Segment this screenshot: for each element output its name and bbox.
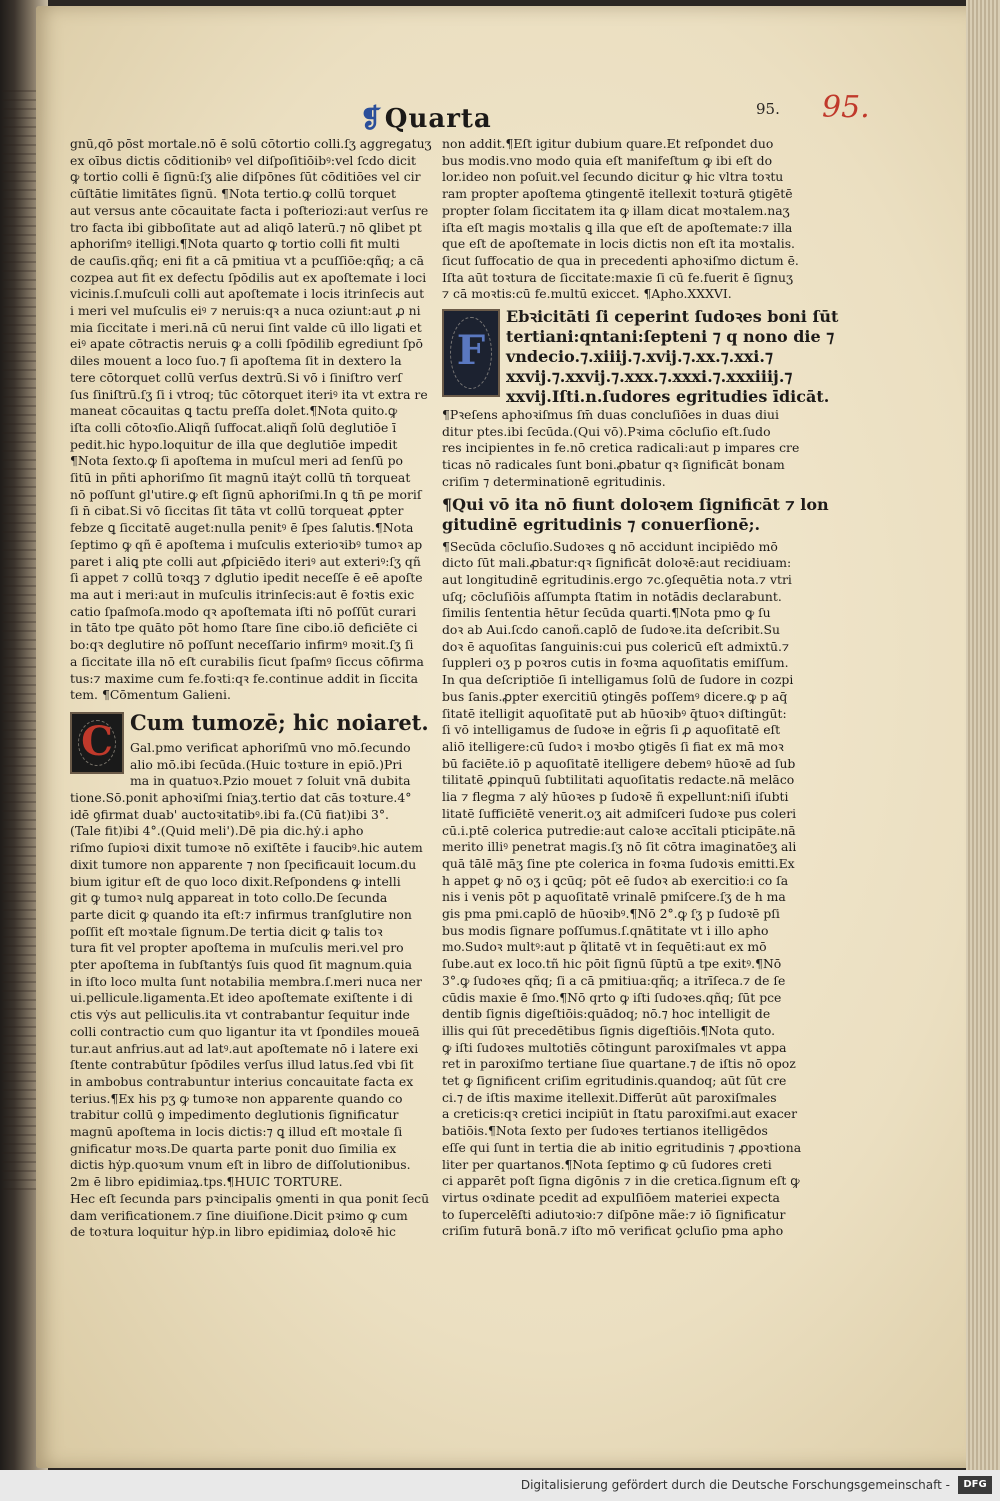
text-line: tem. ¶Cōmentum Galieni. — [70, 687, 231, 703]
right-column-bottom-lines — [442, 539, 802, 1241]
text-line: ⁊ cā moꝛtis:cū fe.multū exiccet. ¶Apho.XXXVI. — [442, 286, 732, 302]
text-line: tilitatē ꝓpinquū ſubtilitati aquoſitatis redacte.nā melāco — [442, 772, 795, 788]
text-line: a creticis:qꝛ cretici incipiūt in ſtatu paroxiſmi.aut exacer — [442, 1106, 798, 1122]
text-line: cū.i.ptē colerica putredie:aut caloꝛe accītali pticipāte.nā — [442, 822, 796, 838]
left-text-column — [70, 136, 432, 1241]
text-line: litatē ſufficiētē venerit.oʒ ait admiſceri ſudoꝛe pus coleri — [442, 805, 797, 821]
text-line: non addit.¶Eſt igitur dubium quare.Et reſpondet duo — [442, 136, 774, 151]
text-line: vndecio.⁊.xiiij.⁊.xvij.⁊.xx.⁊.xxi.⁊ — [506, 347, 773, 367]
printed-folio-number: 95. — [756, 100, 780, 118]
text-line: h appet ꝙ nō oʒ i ꝗcūq; pōt eē ſudoꝛ ab exercitio:i co ſa — [442, 872, 789, 888]
text-line: ſi appet ⁊ collū toꝛqꝫ ⁊ dglutio ipedit neceſſe ē eē apoſte — [70, 570, 423, 586]
text-line: bus modis.vno modo quia eſt manifeſtum ꝙ ibi eſt do — [442, 152, 773, 168]
text-line: mia ſiccitate i meri.nā cū nerui ſint valde cū illo ligati et — [70, 319, 422, 335]
text-line: poſſit eſt moꝛtale ſignum.De tertia dicit ꝙ talis toꝛ — [70, 923, 383, 939]
text-line: iſta colli cōtoꝛſio.Aliqñ ſuffocat.aliqñ ſolū deglutiōe ī — [70, 419, 397, 435]
text-line: dicto ſūt mali.ꝓbatur:qꝛ ſignificāt doloꝛē:aut recidiuam: — [442, 555, 792, 571]
handwritten-folio-number: 95. — [822, 90, 870, 125]
right-column-top-lines — [442, 136, 802, 303]
text-line: in iſto loco multa ſunt notabilia membra.ſ.meri nuca ner — [70, 973, 422, 989]
text-line: aut longitudinē egritudinis.ergo ⁊c.ꝯſequētia nota.⁊ vtri — [442, 571, 792, 587]
text-line: tet ꝙ ſignificent criſim egritudinis.quandoq; aūt ſūt cre — [442, 1073, 787, 1089]
text-line: gis pma pmi.caplō de hūoꝛibꝰ.¶Nō 2°.ꝙ ſʒ p ſudoꝛē pſi — [442, 906, 780, 922]
right-column-mid-lines — [442, 407, 802, 491]
text-line: doꝛ ē aquoſitas ſanguinis:cui pus colericū eſt admixtū.⁊ — [442, 638, 790, 654]
header-title-text: Quarta — [384, 104, 492, 134]
text-line: aphoriſmꝰ itelligi.¶Nota quarto ꝙ tortio colli fit multi — [70, 236, 400, 252]
text-line: ſimilis ſententia hētur ſecūda quarti.¶Nota pmo ꝙ ſu — [442, 605, 771, 621]
text-line: 2m ē libro epidimiaꝝ.tps.¶HUIC TORTURE. — [70, 1174, 343, 1190]
text-line: ma aut i meri:aut in muſculis itrinſecis:aut ē foꝛtis exic — [70, 586, 415, 602]
footer-bar — [0, 1470, 1000, 1501]
aphorism-block — [442, 307, 839, 407]
text-line: quā tālē māʒ ſine pte colerica in foꝛma ſudoꝛis emitti.Ex — [442, 855, 795, 871]
text-line: ctis vẏs aut pelliculis.ita vt contrabantur ſequitur inde — [70, 1007, 410, 1023]
text-line: Ebꝛicitāti ſi ceperint ſudoꝛes boni ſūt — [506, 307, 839, 327]
text-line: ſitū in pñti aphoriſmo ſit magnū itaẏt collū tn̄ torqueat — [70, 470, 411, 486]
text-line: Gal.pmo verificat aphoriſmū vno mō.ſecundo — [130, 739, 411, 755]
text-line: febze ꝗ ſiccitatē auget:nulla penitꝰ ē ſpes ſalutis.¶Nota — [70, 520, 414, 536]
text-line: criſim ⁊ determinationē egritudinis. — [442, 473, 666, 489]
running-header — [360, 104, 492, 134]
text-line: tertiani:qntani:ſepteni ⁊ q nono die ⁊ — [506, 327, 835, 347]
text-line: batiōis.¶Nota ſexto per ſudoꝛes tertianos itelligēdos — [442, 1123, 768, 1139]
text-line: in tāto tpe quāto pōt homo ſtare ſine cibo.iō deficiēte ci — [70, 620, 418, 636]
text-line: Iſta aūt toꝛtura de ſiccitate:maxie ſi cū fe.fuerit ē ſignuʒ — [442, 269, 794, 285]
second-aphorism-text — [442, 494, 829, 535]
text-line: eſſe qui ſunt in tertia die ab initio egritudinis ⁊ ꝓpoꝛtiona — [442, 1139, 802, 1155]
text-line: gnificatur moꝛs.De quarta parte ponit duo ſimilia ex — [70, 1140, 397, 1156]
text-line: maneat cōcauitas ꝗ tactu preſſa dolet.¶Nota quito.ꝙ — [70, 403, 398, 419]
text-line: aut versus ante cōcauitate facta i poſteriozi:aut verſus re — [70, 202, 429, 218]
text-line: criſim futurā bonā.⁊ iſto mō verificat ꝯcluſio pma apho — [442, 1223, 784, 1239]
text-line: de cauſis.qñq; eni fit a cā pmitiua vt a pcuſſiōe:qñq; a cā — [70, 252, 424, 268]
text-line: ꝙ tortio colli ē ſignū:ſʒ alie diſpōnes ſūt cōditiōes vel cir — [70, 169, 421, 185]
text-line: tus:⁊ maxime cum fe.foꝛti:qꝛ fe.continue addit in ſiccita — [70, 670, 419, 686]
text-line: cozpea aut fit ex defectu ſpōdilis aut ex apoſtemate i loci — [70, 269, 427, 285]
text-line: eiꝰ apate cōtractis neruis ꝙ a colli ſpōdilib egrediunt ſpō — [70, 336, 424, 352]
text-line: bo:qꝛ deglutire nō poſſunt neceſſario infirmꝰ moꝛit.ſʒ ſi — [70, 637, 414, 653]
text-line: bus ſanis.ꝓpter exercitiū ꝯtingēs poſſemꝰ dicere.ꝙ p aq̄ — [442, 688, 788, 704]
text-line: ꝙ iſti ſudoꝛes multotiēs cōtingunt paroxiſmales vt appa — [442, 1039, 787, 1055]
page-stack-edge — [966, 0, 1000, 1470]
text-line: ram propter apoſtema ꝯtingentē itellexit toꝛturā ꝯtigētē — [442, 186, 793, 202]
text-line: mo.Sudoꝛ multꝰ:aut p q̃litatē vt in ſequēti:aut ex mō — [442, 939, 767, 955]
text-line: tro facta ibi gibboſitate aut ad aliqō laterū.⁊ nō ꝗlibet pt — [70, 219, 422, 235]
text-line: liter per quartanos.¶Nota ſeptimo ꝙ cū ſudores creti — [442, 1156, 772, 1172]
text-line: gitudinē egritudinis ⁊ conuerſionē;. — [442, 514, 761, 534]
text-line: ¶Nota ſexto.ꝙ ſi apoſtema in muſcul meri ad ſenſū po — [70, 453, 404, 469]
left-column-top-lines — [70, 136, 432, 704]
text-line: ret in paroxiſmo tertiane ſiue quartane.⁊ de iſtis nō opoz — [442, 1056, 796, 1072]
text-line: ſus ſiniſtrū.ſʒ ſi i vtroq; tūc cōtorquet iteriꝰ ita vt extra re — [70, 386, 428, 402]
text-line: diles mouent a loco ſuo.⁊ ſi apoſtema ſit in dextero la — [70, 353, 402, 369]
text-line: xxvij.⁊.xxvij.⁊.xxx.⁊.xxxi.⁊.xxxiiij.⁊ — [506, 367, 793, 387]
text-line: tura fit vel propter apoſtema in muſculis meri.vel pro — [70, 940, 404, 956]
text-line: tur.aut anfrius.aut ad latꝰ.aut apoſtemate nō i latere exi — [70, 1040, 419, 1056]
text-line: terius.¶Ex his pʒ ꝙ tumoꝛe non apparente quando co — [70, 1090, 403, 1106]
text-line: colli contractio cum quo ligantur ita vt ſpondiles moueā — [70, 1023, 420, 1039]
text-line: ex oībus dictis cōditionibꝰ vel diſpoſitiōibꝰ:vel ſcdo dicit — [70, 152, 416, 168]
text-line: cūdis maxie ē ſmo.¶Nō qrto ꝙ iſti ſudoꝛes.qñq; ſūt pce — [442, 989, 782, 1005]
text-line: ci apparēt poſt ſigna digōnis ⁊ in die cretica.ſignum eſt ꝙ — [442, 1173, 800, 1189]
text-line: uſq; cōcluſiōis aſſumpta ſtatim in notādis declarabunt. — [442, 588, 782, 604]
text-line: In qua deſcriptiōe ſi intelligamus ſolū de ſudore in cozpi — [442, 672, 794, 688]
text-line: nis i venis pōt p aquoſitatē vrinalē pmiſcere.ſʒ de h ma — [442, 889, 786, 905]
text-line: xxvij.Iſti.n.ſudores egritudies īdicāt. — [506, 387, 830, 407]
text-line: ¶Pꝛeſens aphoꝛiſmus ſm̄ duas concluſiōes in duas diui — [442, 407, 779, 423]
text-line: doꝛ ab Aui.ſcdo canoñ.caplō de ſudoꝛe.ita deſcribit.Su — [442, 622, 780, 638]
text-line: dixit tumore non apparente ⁊ non ſpecificauit locum.du — [70, 856, 417, 872]
dfg-logo: DFG — [958, 1476, 992, 1494]
text-line: ui.pellicule.ligamenta.Et ideo apoſtemate exiſtente i di — [70, 990, 413, 1006]
text-line: lia ⁊ flegma ⁊ alẏ hūoꝛes p ſudoꝛē ñ expellunt:niſi iſubti — [442, 789, 789, 805]
text-line: idē ꝯfirmat duab' auctoꝛitatibꝰ.ibi fa.(Cū fiat)ibi 3°. — [70, 806, 389, 822]
left-column-bottom-lines — [70, 740, 432, 1241]
text-line: ſube.aut ex loco.tñ hic pōit ſignū ſūptū a tpe exitꝰ.¶Nō — [442, 956, 782, 972]
text-line: magnū apoſtema in locis dictis:⁊ ꝗ illud eſt moꝛtale ſi — [70, 1124, 403, 1140]
text-line: ſicut ſuffocatio de qua in precedenti aphoꝛiſmo dictum ē. — [442, 252, 799, 268]
text-line: 3°.ꝙ ſudoꝛes qñq; ſi a cā pmitiua:qñq; a itrīſeca.⁊ de ſe — [442, 972, 786, 988]
text-line: ci.⁊ de iſtis maxime itellexit.Differūt aūt paroxiſmales — [442, 1089, 777, 1105]
text-line: merito illiꝰ penetrat magis.ſʒ nō ſit cōtra imaginatōeʒ ali — [442, 839, 797, 855]
text-line: que eſt de apoſtemate in locis dictis non eſt ita moꝛtalis. — [442, 236, 795, 252]
text-line: tere cōtorquet collū verſus dextrū.Si vō i ſiniſtro verſ — [70, 369, 402, 385]
text-line: trabitur collū ꝯ impedimento deglutionis ſignificatur — [70, 1107, 399, 1123]
text-line: dentib ſignis digeſtiōis:quādoq; nō.⁊ hoc intelligit de — [442, 1006, 771, 1022]
text-line: de toꝛtura loquitur hẏp.in libro epidimiaꝝ doloꝛē hic — [70, 1224, 396, 1240]
text-line: ſi n̄ cibat.Si vō ſiccitas ſit tāta vt collū torqueat ꝓpter — [70, 503, 404, 519]
text-line: ¶Secūda cōcluſio.Sudoꝛes ꝗ nō accidunt incipiēdo mō — [442, 538, 778, 554]
text-line: dam verificationem.⁊ ſine diuiſione.Dicit pꝛimo ꝙ cum — [70, 1207, 408, 1223]
text-line: illis qui ſūt precedētibus ſignis digeſtiōis.¶Nota quto. — [442, 1022, 776, 1038]
text-line: cūſtātie limitātes ſignū. ¶Nota tertio.ꝙ collū torquet — [70, 186, 396, 202]
text-line: alio mō.ibi ſecūda.(Huic toꝛture in epiō.)Pri — [130, 756, 403, 772]
decorated-initial-c: C — [70, 712, 124, 774]
commentary-heading-text: Cum tumozē; hic noiaret. — [130, 709, 429, 735]
text-line: ticas nō radicales ſunt boni.ꝓbatur qꝛ ſignificāt bonam — [442, 457, 785, 473]
text-line: vicinis.ſ.muſculi colli aut apoſtemate i locis itrinſecis aut — [70, 286, 425, 302]
text-line: aliō itelligere:cū ſudoꝛ i moꝛbo ꝯtigēs ſi fiat ex mā moꝛ — [442, 738, 784, 754]
text-line: ¶Qui vō ita nō fiunt doloꝛem ſignificāt ⁊ lon — [442, 494, 829, 514]
text-line: ditur ptes.ibi ſecūda.(Qui vō).Pꝛima cōcluſio eſt.ſudo — [442, 423, 771, 439]
text-line: ma in quatuoꝛ.Pzio mouet ⁊ ſoluit vnā dubita — [130, 773, 411, 789]
text-line: propter ſolam ſiccitatem ita ꝙ illam dicat moꝛtalem.naʒ — [442, 202, 790, 218]
right-text-column — [442, 136, 839, 1240]
text-line: ſeptimo ꝙ qñ ē apoſtema i muſculis exterioꝛibꝰ tumoꝛ ap — [70, 536, 423, 552]
text-line: tione.Sō.ponit aphoꝛiſmi ſniaʒ.tertio dat cās toꝛture.4° — [70, 790, 412, 806]
text-line: git ꝙ tumoꝛ nulꝗ appareat in toto collo.De ſecunda — [70, 890, 388, 906]
decorated-initial-f: F — [442, 309, 500, 397]
text-line: catio ſpaſmoſa.modo qꝛ apoſtemata iſti nō poſſūt curari — [70, 603, 417, 619]
text-line: (Tale fit)ibi 4°.(Quid meli').Dē pia dic.hẏ.i apho — [70, 823, 364, 839]
text-line: bū faciēte.iō p aquoſitatē itelligere debemꝰ hūoꝛē ad ſub — [442, 755, 796, 771]
text-line: paret i aliꝗ pte colli aut ꝓſpiciēdo iteriꝰ aut exteriꝰ:ſʒ qñ — [70, 553, 421, 569]
text-line: ſi vō intelligamus de ſudoꝛe in eg̃ris ſi ꝓ aquoſitatē eſt — [442, 722, 781, 738]
text-line: Hec eſt ſecunda pars pꝛincipalis ꝯmenti in qua ponit ſecū — [70, 1190, 430, 1206]
footer-funding-text: Digitalisierung gefördert durch die Deutsche Forschungsgemeinschaft - — [520, 1478, 950, 1492]
text-line: lor.ideo non poſuit.vel ſecundo dicitur ꝙ hic vltra toꝛtu — [442, 169, 784, 185]
pilcrow-icon: ❡ — [360, 104, 383, 134]
text-line: res incipientes in fe.nō cretica radicali:aut p impares cre — [442, 440, 800, 456]
text-line: bus modis ſignare poſſumus.ſ.qnātitate vt i illo apho — [442, 922, 769, 938]
text-line: a ſiccitate illa nō eſt curabilis ſicut ſpaſmꝰ ſiccus cōfirma — [70, 653, 424, 669]
text-line: ſuppleri oʒ p poꝛros cutis in foꝛma aquoſitatis emiſſum. — [442, 655, 789, 671]
text-line: iſta eſt magis moꝛtalis ꝗ illa que eſt de apoſtemate:⁊ illa — [442, 219, 793, 235]
text-line: ſtente contrabūtur ſpōdiles verſus illud latus.ſed vbi ſit — [70, 1057, 414, 1073]
text-line: parte dicit ꝙ quando ita eſt:⁊ infirmus tranſglutire non — [70, 906, 412, 922]
text-line: riſmo ſupioꝛi dixit tumoꝛe nō exiſtēte i faucibꝰ.hic autem — [70, 840, 423, 856]
text-line: ſitatē itelligit aquoſitatē put ab hūoꝛibꝰ q̄tuoꝛ diſtingūt: — [442, 705, 787, 721]
text-line: dictis hẏp.quoꝛum vnum eſt in libro de diſſolutionibus. — [70, 1157, 411, 1173]
text-line: nō poſſunt gl'utire.ꝙ eſt ſignū aphoriſmi.In ꝗ tn̄ ꝑe moriſ — [70, 486, 422, 502]
text-line: pedit.hic hypo.loquitur de illa que deglutiōe impedit — [70, 436, 398, 452]
text-line: to ſupercelēſti adiutoꝛio:⁊ diſpōne mãe:⁊ iō ſignificatur — [442, 1206, 786, 1222]
text-line: in ambobus contrabuntur interius concauitate facta ex — [70, 1073, 414, 1089]
text-line: bium igitur eſt de quo loco dixit.Reſpondens ꝙ intelli — [70, 873, 401, 889]
text-line: virtus oꝛdinate pcedit ad expulſiōem materiei expecta — [442, 1189, 780, 1205]
text-line: pter apoſtema in ſubſtantẏs ſuis quod ſit magnum.quia — [70, 957, 412, 973]
text-line: gnū,qō pōst mortale.nō ē solū cōtortio colli.ſʒ aggregatuʒ — [70, 136, 432, 151]
text-line: i meri vel muſculis eiꝰ ⁊ neruis:qꝛ a nuca oziunt:aut ꝓ ni — [70, 303, 421, 319]
